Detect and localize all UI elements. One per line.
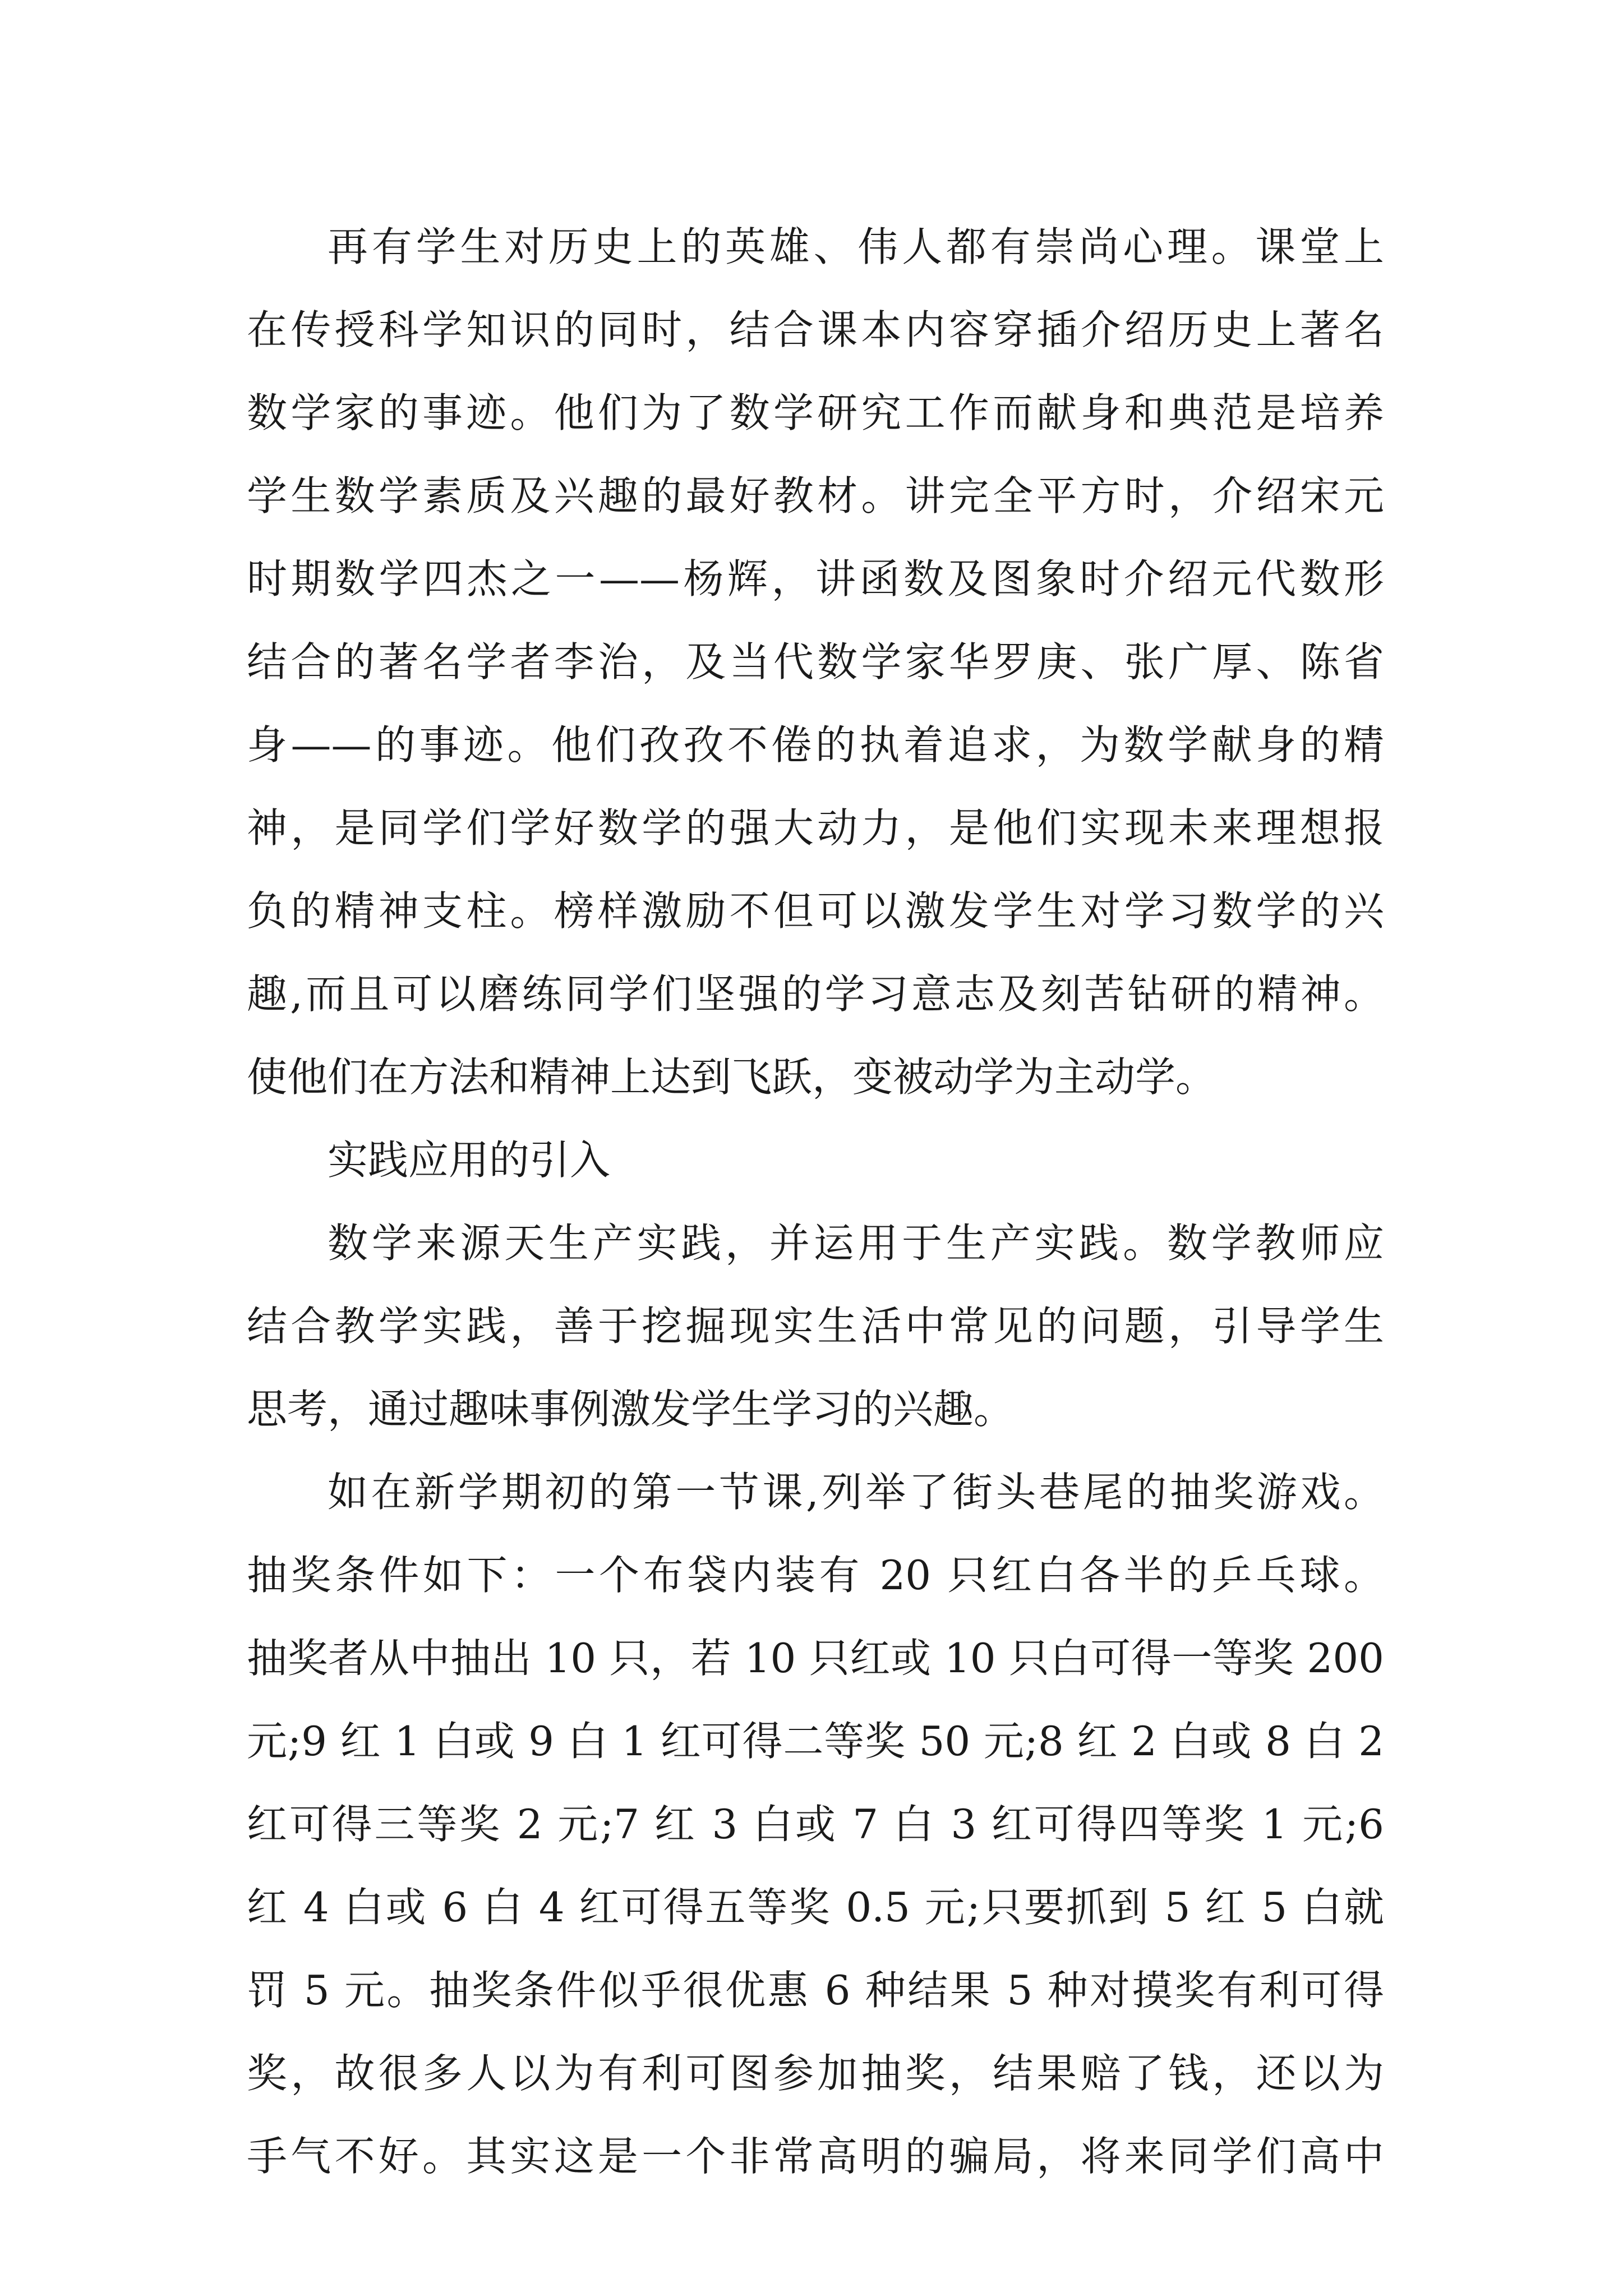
text-line: 红可得三等奖 2 元;7 红 3 白或 7 白 3 红可得四等奖 1 元;6 [247,1801,1384,1848]
text-line: 神，是同学们学好数学的强大动力，是他们实现未来理想报 [247,804,1384,852]
text-line: 手气不好。其实这是一个非常高明的骗局，将来同学们高中 [247,2133,1384,2180]
text-line: 罚 5 元。抽奖条件似乎很优惠 6 种结果 5 种对摸奖有利可得 [247,1967,1384,2014]
document-body [247,205,1384,2198]
text-line: 再有学生对历史上的英雄、伟人都有崇尚心理。课堂上 [328,223,1384,270]
paragraph-role-models [247,205,1384,1119]
paragraph-practice-origin [247,1202,1384,1451]
section-heading: 实践应用的引入 [328,1137,611,1184]
text-line: 学生数学素质及兴趣的最好教材。讲完全平方时，介绍宋元 [247,472,1384,519]
text-line: 身——的事迹。他们孜孜不倦的执着追求，为数学献身的精 [247,721,1384,769]
text-line: 负的精神支柱。榜样激励不但可以激发学生对学习数学的兴 [247,887,1384,935]
text-line: 抽奖者从中抽出 10 只，若 10 只红或 10 只白可得一等奖 200 [247,1635,1384,1682]
text-line: 时期数学四杰之一——杨辉，讲函数及图象时介绍元代数形 [247,555,1384,602]
text-line: 数学来源天生产实践，并运用于生产实践。数学教师应 [328,1220,1384,1267]
text-line: 趣,而且可以磨练同学们坚强的学习意志及刻苦钻研的精神。 [247,970,1384,1018]
text-line: 使他们在方法和精神上达到飞跃，变被动学为主动学。 [247,1053,1216,1101]
text-line: 在传授科学知识的同时，结合课本内容穿插介绍历史上著名 [247,306,1384,353]
text-line: 元;9 红 1 白或 9 白 1 红可得二等奖 50 元;8 红 2 白或 8 白 2 [247,1718,1384,1765]
text-line: 奖，故很多人以为有利可图参加抽奖，结果赔了钱，还以为 [247,2050,1384,2097]
text-line: 如在新学期初的第一节课,列举了街头巷尾的抽奖游戏。 [328,1469,1384,1516]
text-line: 结合教学实践，善于挖掘现实生活中常见的问题，引导学生 [247,1303,1384,1350]
text-line: 数学家的事迹。他们为了数学研究工作而献身和典范是培养 [247,389,1384,436]
text-line: 红 4 白或 6 白 4 红可得五等奖 0.5 元;只要抓到 5 红 5 白就 [247,1884,1384,1931]
paragraph-lottery-example [247,1451,1384,2198]
text-line: 思考，通过趣味事例激发学生学习的兴趣。 [247,1386,1015,1433]
text-line: 结合的著名学者李治，及当代数学家华罗庚、张广厚、陈省 [247,638,1384,685]
text-line: 抽奖条件如下：一个布袋内装有 20 只红白各半的乒乓球。 [247,1552,1384,1599]
section-heading-practice [247,1119,1384,1202]
